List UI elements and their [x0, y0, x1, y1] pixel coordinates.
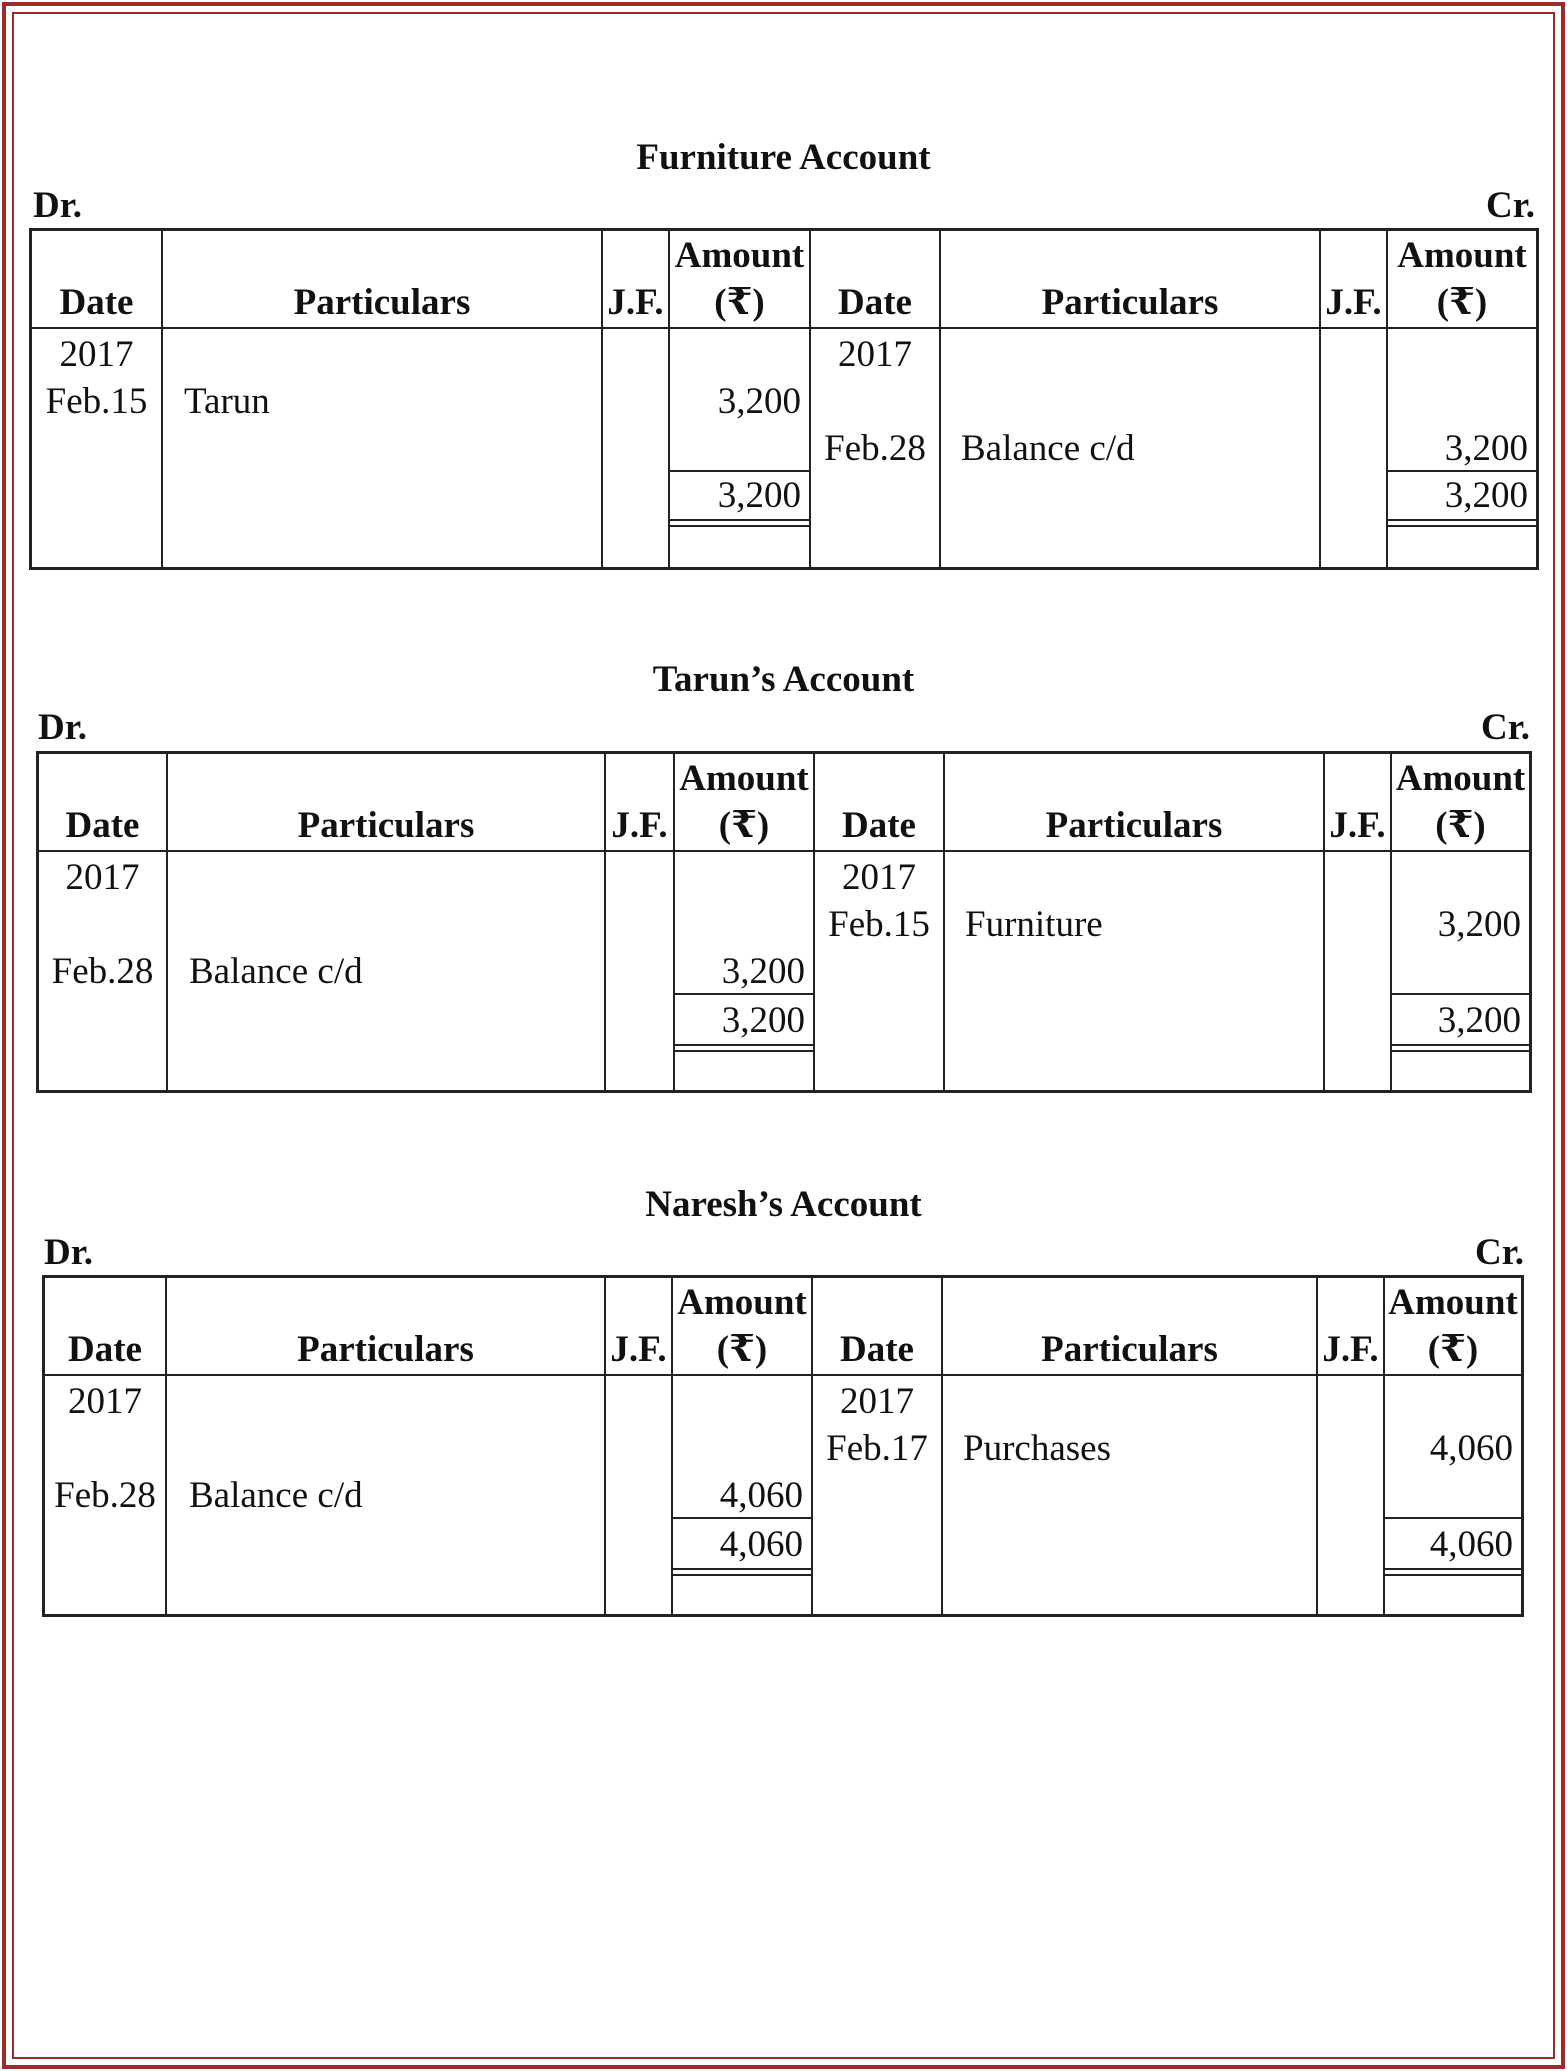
- debit-particulars: Balance c/d: [189, 951, 363, 992]
- header-particulars: Particulars: [1041, 282, 1219, 323]
- credit-particulars: Purchases: [963, 1428, 1111, 1469]
- header-date: Date: [68, 1329, 142, 1370]
- credit-total: 3,200: [1437, 1000, 1521, 1041]
- debit-year: 2017: [59, 334, 134, 375]
- account-title: Furniture Account: [636, 137, 931, 178]
- debit-date: Feb.28: [54, 1475, 156, 1516]
- header-jf: J.F.: [1329, 805, 1386, 846]
- debit-year: 2017: [68, 1381, 142, 1422]
- header-currency: (₹): [716, 1329, 768, 1370]
- header-currency: (₹): [1436, 282, 1488, 323]
- debit-label: Dr.: [38, 707, 87, 748]
- header-amount: Amount: [674, 235, 805, 276]
- debit-amount: 3,200: [717, 381, 801, 422]
- header-date: Date: [840, 1329, 914, 1370]
- ledger-table: [36, 751, 1532, 1093]
- credit-year: 2017: [840, 1381, 914, 1422]
- debit-date: Feb.28: [51, 951, 154, 992]
- credit-date: Feb.28: [824, 428, 926, 469]
- header-jf: J.F.: [1325, 282, 1382, 323]
- header-particulars: Particulars: [297, 805, 475, 846]
- debit-total: 3,200: [721, 1000, 805, 1041]
- debit-amount: 3,200: [721, 951, 805, 992]
- credit-total: 4,060: [1429, 1524, 1513, 1565]
- debit-total: 3,200: [717, 475, 801, 516]
- debit-amount: 4,060: [719, 1475, 803, 1516]
- header-currency: (₹): [714, 282, 765, 323]
- ledger-table: [42, 1275, 1524, 1617]
- header-currency: (₹): [1427, 1329, 1479, 1370]
- credit-total: 3,200: [1444, 475, 1528, 516]
- credit-date: Feb.15: [828, 904, 930, 945]
- debit-label: Dr.: [33, 185, 82, 226]
- credit-amount: 3,200: [1437, 904, 1521, 945]
- header-particulars: Particulars: [1045, 805, 1223, 846]
- header-jf: J.F.: [611, 805, 668, 846]
- credit-year: 2017: [842, 857, 916, 898]
- header-date: Date: [838, 282, 912, 323]
- header-date: Date: [842, 805, 916, 846]
- header-amount: Amount: [677, 1282, 807, 1323]
- header-amount: Amount: [1397, 235, 1527, 276]
- header-date: Date: [65, 805, 140, 846]
- credit-particulars: Balance c/d: [961, 428, 1135, 469]
- debit-label: Dr.: [44, 1232, 93, 1273]
- header-currency: (₹): [1435, 805, 1486, 846]
- debit-year: 2017: [65, 857, 140, 898]
- debit-total: 4,060: [719, 1524, 803, 1565]
- credit-year: 2017: [838, 334, 912, 375]
- credit-label: Cr.: [1475, 1232, 1524, 1273]
- header-amount: Amount: [1388, 1282, 1518, 1323]
- header-jf: J.F.: [610, 1329, 667, 1370]
- credit-date: Feb.17: [826, 1428, 928, 1469]
- credit-amount: 3,200: [1444, 428, 1528, 469]
- header-particulars: Particulars: [297, 1329, 474, 1370]
- header-amount: Amount: [679, 758, 809, 799]
- debit-date: Feb.15: [45, 381, 148, 422]
- header-currency: (₹): [718, 805, 770, 846]
- credit-amount: 4,060: [1429, 1428, 1513, 1469]
- account-title: Naresh’s Account: [645, 1184, 922, 1225]
- debit-particulars: Balance c/d: [189, 1475, 363, 1516]
- header-jf: J.F.: [607, 282, 664, 323]
- credit-particulars: Furniture: [965, 904, 1103, 945]
- header-particulars: Particulars: [293, 282, 471, 323]
- header-particulars: Particulars: [1041, 1329, 1218, 1370]
- credit-label: Cr.: [1481, 707, 1530, 748]
- account-title: Tarun’s Account: [652, 659, 915, 700]
- credit-label: Cr.: [1486, 185, 1535, 226]
- debit-particulars: Tarun: [184, 381, 270, 422]
- header-jf: J.F.: [1322, 1329, 1379, 1370]
- header-amount: Amount: [1395, 758, 1526, 799]
- header-date: Date: [59, 282, 134, 323]
